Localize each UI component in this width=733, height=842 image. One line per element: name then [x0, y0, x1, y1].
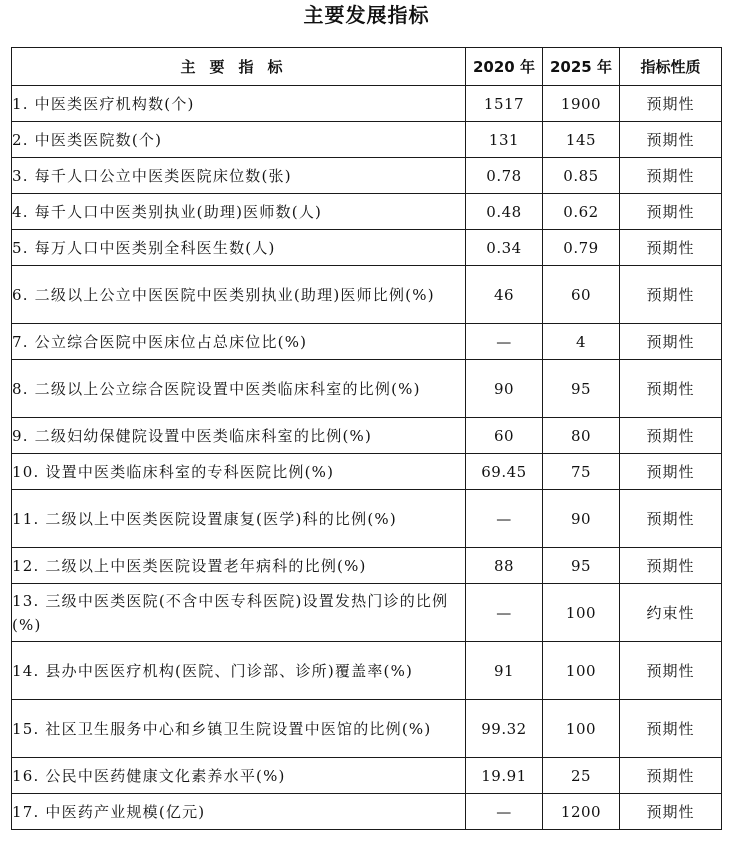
indicator-nature: 预期性: [620, 758, 722, 794]
indicator-name: 13. 三级中医类医院(不含中医专科医院)设置发热门诊的比例(%): [12, 584, 466, 642]
table-row: [12, 86, 722, 122]
value-2025: 0.62: [543, 194, 620, 230]
table-row: [12, 700, 722, 758]
table-row: [12, 418, 722, 454]
value-2020: 0.48: [466, 194, 543, 230]
indicator-name: 2. 中医类医院数(个): [12, 122, 466, 158]
value-2020: 60: [466, 418, 543, 454]
indicator-name: 7. 公立综合医院中医床位占总床位比(%): [12, 324, 466, 360]
value-2025: 80: [543, 418, 620, 454]
value-2025: 0.85: [543, 158, 620, 194]
value-2025: 95: [543, 548, 620, 584]
table-row: [12, 454, 722, 490]
header-indicator-name: 主要指标: [12, 48, 466, 86]
indicator-nature: 约束性: [620, 584, 722, 642]
table-row: [12, 266, 722, 324]
table-row: [12, 360, 722, 418]
indicator-name: 6. 二级以上公立中医医院中医类别执业(助理)医师比例(%): [12, 266, 466, 324]
indicator-nature: 预期性: [620, 418, 722, 454]
header-year-2025: 2025 年: [543, 48, 620, 86]
header-year-2020: 2020 年: [466, 48, 543, 86]
table-row: [12, 230, 722, 266]
indicator-name: 17. 中医药产业规模(亿元): [12, 794, 466, 830]
value-2025: 100: [543, 584, 620, 642]
indicators-table: [11, 47, 722, 830]
value-2020: 19.91: [466, 758, 543, 794]
value-2025: 60: [543, 266, 620, 324]
indicator-name: 4. 每千人口中医类别执业(助理)医师数(人): [12, 194, 466, 230]
indicator-name: 10. 设置中医类临床科室的专科医院比例(%): [12, 454, 466, 490]
indicator-nature: 预期性: [620, 324, 722, 360]
value-2020: 99.32: [466, 700, 543, 758]
value-2020: 90: [466, 360, 543, 418]
value-2020: —: [466, 324, 543, 360]
value-2025: 95: [543, 360, 620, 418]
value-2025: 75: [543, 454, 620, 490]
value-2020: 0.34: [466, 230, 543, 266]
table-row: [12, 158, 722, 194]
value-2020: —: [466, 584, 543, 642]
value-2020: 69.45: [466, 454, 543, 490]
indicator-name: 11. 二级以上中医类医院设置康复(医学)科的比例(%): [12, 490, 466, 548]
indicator-nature: 预期性: [620, 266, 722, 324]
indicator-name: 12. 二级以上中医类医院设置老年病科的比例(%): [12, 548, 466, 584]
indicator-name: 1. 中医类医疗机构数(个): [12, 86, 466, 122]
value-2020: 91: [466, 642, 543, 700]
value-2025: 100: [543, 642, 620, 700]
indicator-nature: 预期性: [620, 642, 722, 700]
indicator-nature: 预期性: [620, 158, 722, 194]
table-row: [12, 548, 722, 584]
value-2020: 88: [466, 548, 543, 584]
indicator-name: 16. 公民中医药健康文化素养水平(%): [12, 758, 466, 794]
value-2025: 145: [543, 122, 620, 158]
indicator-name: 3. 每千人口公立中医类医院床位数(张): [12, 158, 466, 194]
value-2025: 90: [543, 490, 620, 548]
indicator-nature: 预期性: [620, 194, 722, 230]
indicator-nature: 预期性: [620, 700, 722, 758]
value-2025: 4: [543, 324, 620, 360]
value-2025: 1200: [543, 794, 620, 830]
table-row: [12, 758, 722, 794]
header-indicator-nature: 指标性质: [620, 48, 722, 86]
value-2020: 46: [466, 266, 543, 324]
indicator-name: 14. 县办中医医疗机构(医院、门诊部、诊所)覆盖率(%): [12, 642, 466, 700]
table-row: [12, 122, 722, 158]
value-2025: 1900: [543, 86, 620, 122]
table-row: [12, 194, 722, 230]
indicator-nature: 预期性: [620, 230, 722, 266]
value-2020: 1517: [466, 86, 543, 122]
indicator-name: 5. 每万人口中医类别全科医生数(人): [12, 230, 466, 266]
indicator-nature: 预期性: [620, 548, 722, 584]
indicator-nature: 预期性: [620, 794, 722, 830]
indicator-nature: 预期性: [620, 86, 722, 122]
table-header-row: [12, 48, 722, 86]
value-2025: 100: [543, 700, 620, 758]
indicator-nature: 预期性: [620, 122, 722, 158]
value-2025: 25: [543, 758, 620, 794]
value-2020: —: [466, 794, 543, 830]
indicator-name: 8. 二级以上公立综合医院设置中医类临床科室的比例(%): [12, 360, 466, 418]
table-row: [12, 584, 722, 642]
value-2020: 0.78: [466, 158, 543, 194]
indicator-nature: 预期性: [620, 454, 722, 490]
page-title: 主要发展指标: [303, 3, 430, 27]
indicator-name: 15. 社区卫生服务中心和乡镇卫生院设置中医馆的比例(%): [12, 700, 466, 758]
indicator-nature: 预期性: [620, 490, 722, 548]
indicator-name: 9. 二级妇幼保健院设置中医类临床科室的比例(%): [12, 418, 466, 454]
value-2020: —: [466, 490, 543, 548]
table-row: [12, 490, 722, 548]
value-2020: 131: [466, 122, 543, 158]
table-row: [12, 794, 722, 830]
indicator-nature: 预期性: [620, 360, 722, 418]
table-row: [12, 642, 722, 700]
table-row: [12, 324, 722, 360]
value-2025: 0.79: [543, 230, 620, 266]
